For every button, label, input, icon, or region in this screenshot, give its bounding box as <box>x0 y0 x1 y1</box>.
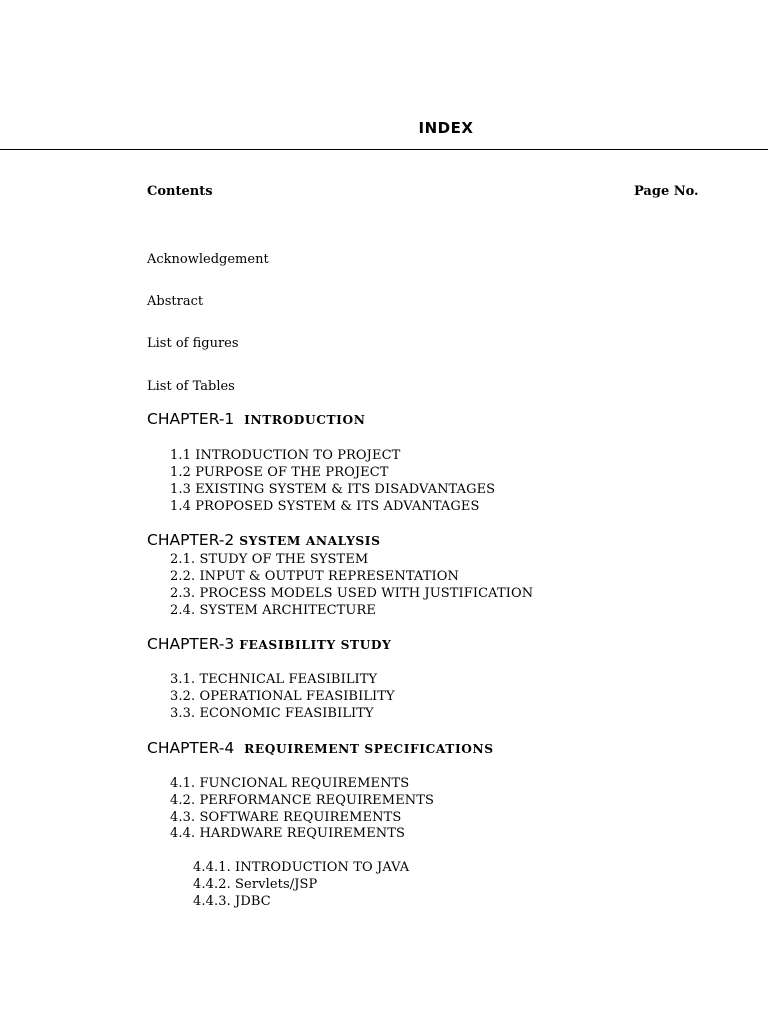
toc-item: 2.1. STUDY OF THE SYSTEM <box>170 552 369 567</box>
toc-item: 3.3. ECONOMIC FEASIBILITY <box>170 706 374 721</box>
chapter-number: CHAPTER-1 <box>147 410 235 428</box>
toc-item: 4.3. SOFTWARE REQUIREMENTS <box>170 810 402 825</box>
chapter-3-heading <box>147 635 391 653</box>
toc-item: 2.2. INPUT & OUTPUT REPRESENTATION <box>170 569 459 584</box>
toc-item: 4.4. HARDWARE REQUIREMENTS <box>170 826 406 841</box>
chapter-title: REQUIREMENT SPECIFICATIONS <box>244 742 494 756</box>
page-title: INDEX <box>418 119 474 137</box>
toc-item: 2.3. PROCESS MODELS USED WITH JUSTIFICATION <box>170 586 534 601</box>
toc-subitem: 4.4.3. JDBC <box>193 894 271 909</box>
toc-item: 4.1. FUNCIONAL REQUIREMENTS <box>170 776 410 791</box>
toc-item: 3.2. OPERATIONAL FEASIBILITY <box>170 689 395 704</box>
toc-item: 3.1. TECHNICAL FEASIBILITY <box>170 672 378 687</box>
chapter-1-heading <box>147 410 365 428</box>
chapter-2-heading <box>147 531 380 549</box>
chapter-number: CHAPTER-4 <box>147 739 235 757</box>
toc-item: 2.4. SYSTEM ARCHITECTURE <box>170 603 376 618</box>
chapter-number: CHAPTER-2 <box>147 531 235 549</box>
chapter-title: FEASIBILITY STUDY <box>239 638 392 652</box>
chapter-number: CHAPTER-3 <box>147 635 235 653</box>
toc-subitem: 4.4.1. INTRODUCTION TO JAVA <box>193 860 410 875</box>
toc-subitem: 4.4.2. Servlets/JSP <box>193 877 318 892</box>
front-matter-list-of-figures: List of figures <box>147 336 239 351</box>
toc-item: 1.3 EXISTING SYSTEM & ITS DISADVANTAGES <box>170 482 496 497</box>
page-no-heading: Page No. <box>634 184 699 199</box>
chapter-title: INTRODUCTION <box>244 413 366 427</box>
chapter-4-heading <box>147 739 494 757</box>
toc-item: 1.4 PROPOSED SYSTEM & ITS ADVANTAGES <box>170 499 480 514</box>
title-divider <box>0 149 768 150</box>
toc-item: 4.2. PERFORMANCE REQUIREMENTS <box>170 793 435 808</box>
front-matter-acknowledgement: Acknowledgement <box>147 252 269 267</box>
toc-item: 1.2 PURPOSE OF THE PROJECT <box>170 465 389 480</box>
front-matter-list-of-tables: List of Tables <box>147 379 235 394</box>
toc-item: 1.1 INTRODUCTION TO PROJECT <box>170 448 401 463</box>
front-matter-abstract: Abstract <box>147 294 204 309</box>
contents-heading: Contents <box>147 184 213 199</box>
chapter-title: SYSTEM ANALYSIS <box>239 534 381 548</box>
